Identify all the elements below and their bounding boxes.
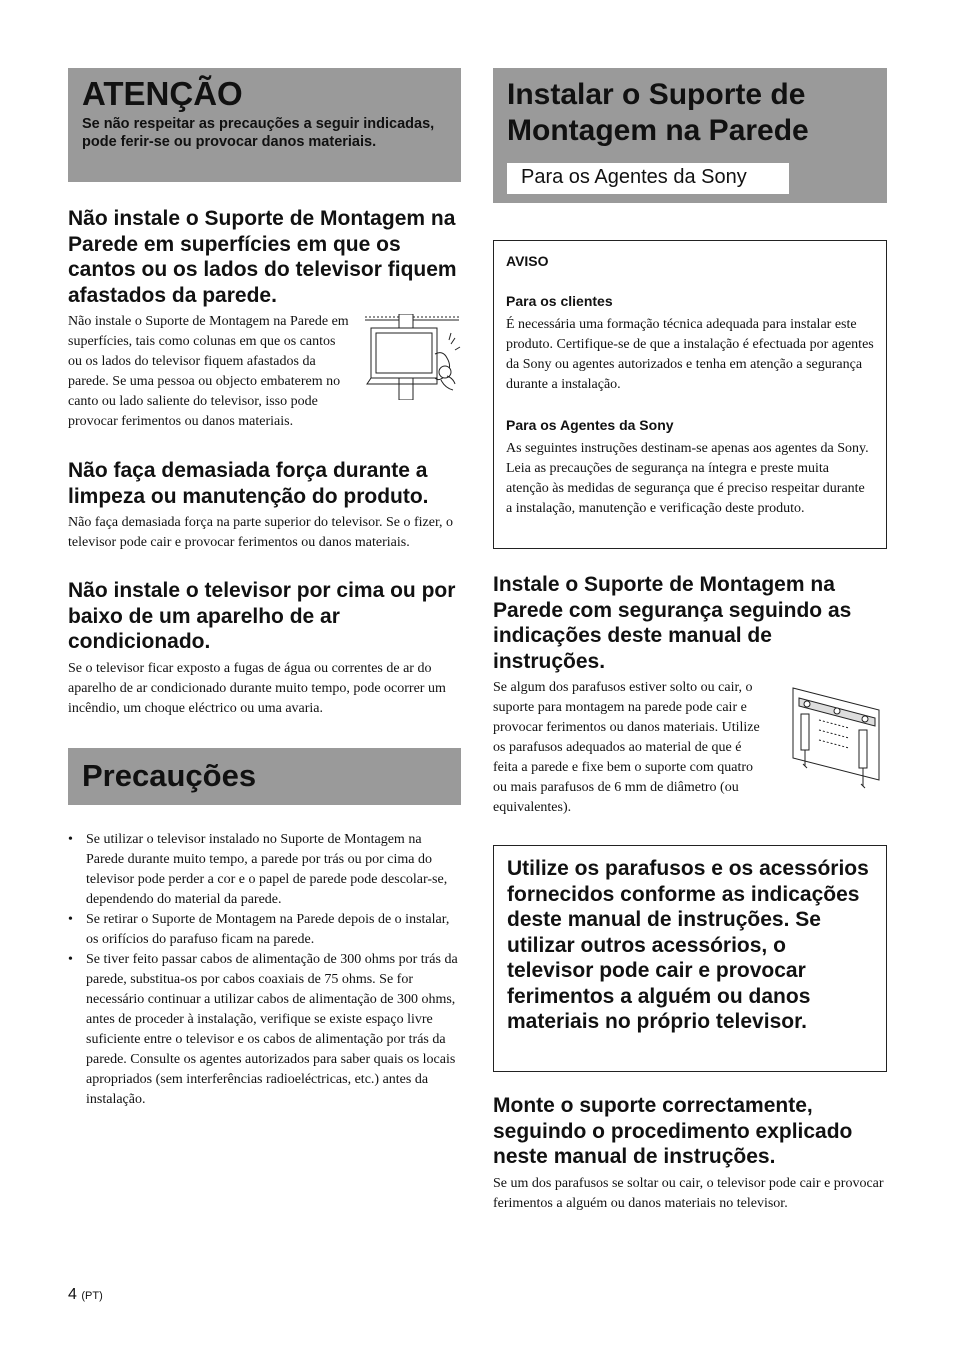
warning-text: Utilize os parafusos e os acessórios fornecidos conforme as indicações deste manual de instruções. Se utilizar outros acessórios, o televisor pode cair e provocar ferimentos a alguém ou danos materiais no próprio televisor. <box>507 857 869 1033</box>
precaucoes-banner <box>68 748 461 805</box>
atencao-subtitle: Se não respeitar as precauções a seguir indicadas, pode ferir-se ou provocar danos materiais. <box>82 116 435 150</box>
sony-agents-tab: Para os Agentes da Sony <box>507 163 789 194</box>
install-banner <box>493 68 887 203</box>
section-secure-install-body: Se algum dos parafusos estiver solto ou cair, o suporte para montagem na parede pode cair e provocar ferimentos ou danos materiais. Utilize os parafusos adequados ao material de que é feita a parede e fixe bem o suporte com quatro ou mais parafusos de 6 mm de diâmetro (ou equivalentes). <box>493 680 760 815</box>
atencao-banner <box>68 68 461 182</box>
section-secure-install-content <box>493 678 887 818</box>
section-cleaning <box>68 458 461 553</box>
agentes-label: Para os Agentes da Sony <box>506 417 674 433</box>
tv-corner-illustration <box>363 314 461 400</box>
list-item: • Se retirar o Suporte de Montagem na Parede depois de o instalar, os orifícios do parafuso ficam na parede. <box>68 910 461 950</box>
section-corners-body: Não instale o Suporte de Montagem na Parede em superfícies, tais como colunas em que os cantos ou os lados do televisor fiquem afastados da parede. Se uma pessoa ou objecto embaterem no canto ou lado saliente do televisor, isso pode provocar ferimentos ou danos materiais. <box>68 314 349 429</box>
page-number: 4 <box>68 1286 77 1303</box>
section-aircon <box>68 578 461 719</box>
section-mount-correctly-heading: Monte o suporte correctamente, seguindo o procedimento explicado neste manual de instruções. <box>493 1094 853 1168</box>
section-secure-install-heading: Instale o Suporte de Montagem na Parede com segurança seguindo as indicações deste manual de instruções. <box>493 573 852 673</box>
wall-bracket-illustration <box>789 680 887 792</box>
right-column <box>493 68 887 1214</box>
section-cleaning-body: Não faça demasiada força na parte superior do televisor. Se o fizer, o televisor pode cair e provocar ferimentos ou danos materiais. <box>68 515 454 550</box>
section-mount-correctly <box>493 1093 887 1214</box>
page-footer <box>68 1286 103 1304</box>
aviso-label: AVISO <box>506 253 549 269</box>
section-mount-correctly-body: Se um dos parafusos se soltar ou cair, o televisor pode cair e provocar ferimentos a alguém ou danos materiais no televisor. <box>493 1175 884 1211</box>
left-column <box>68 68 461 1110</box>
agentes-text: As seguintes instruções destinam-se apenas aos agentes da Sony. Leia as precauções de segurança na íntegra e preste muita atenção às medidas de segurança que é preciso respeitar durante a instalação, manutenção e verificação deste produto. <box>506 441 869 516</box>
list-item: • Se tiver feito passar cabos de alimentação de 300 ohms por trás da parede, substitua-os por cabos coaxiais de 75 ohms. Se for necessário continuar a utilizar cabos de alimentação de 300 ohms, antes de proceder à instalação, verifique se existe espaço livre suficiente entre o televisor e os cabos de alimentação por trás da parede. Consulte os agentes autorizados para saber quais os locais apropriados (sem interferências radioeléctricas, etc.) antes da instalação. <box>68 950 461 1110</box>
precaucoes-title: Precauções <box>82 757 257 793</box>
aviso-box <box>493 240 887 549</box>
clientes-text: É necessária uma formação técnica adequada para instalar este produto. Certifique-se de que a instalação é efectuada por agentes da Sony ou agentes autorizados e tenha em atenção a segurança durante a instalação. <box>506 317 874 392</box>
section-corners-content <box>68 312 461 432</box>
section-corners-heading: Não instale o Suporte de Montagem na Parede em superfícies em que os cantos ou os lados do televisor fiquem afastados da parede. <box>68 207 457 307</box>
install-title: Instalar o Suporte de Montagem na Parede <box>507 78 809 147</box>
section-aircon-heading: Não instale o televisor por cima ou por baixo de um aparelho de ar condicionado. <box>68 579 456 653</box>
list-item: • Se utilizar o televisor instalado no Suporte de Montagem na Parede durante muito tempo, a parede por trás ou por cima do televisor pode perder a cor e o papel de parede pode descolar-se, dependendo do material da parede. <box>68 830 461 910</box>
section-secure-install <box>493 572 887 818</box>
page-lang: (PT) <box>81 1290 103 1302</box>
precaucoes-list <box>68 830 461 1110</box>
atencao-title: ATENÇÃO <box>82 75 243 112</box>
section-aircon-body: Se o televisor ficar exposto a fugas de água ou correntes de ar do aparelho de ar condicionado durante muito tempo, pode ocorrer um incêndio, um choque eléctrico ou uma avaria. <box>68 660 446 716</box>
section-cleaning-heading: Não faça demasiada força durante a limpeza ou manutenção do produto. <box>68 459 429 508</box>
clientes-label: Para os clientes <box>506 293 613 309</box>
section-corners <box>68 206 461 432</box>
warning-box <box>493 845 887 1072</box>
